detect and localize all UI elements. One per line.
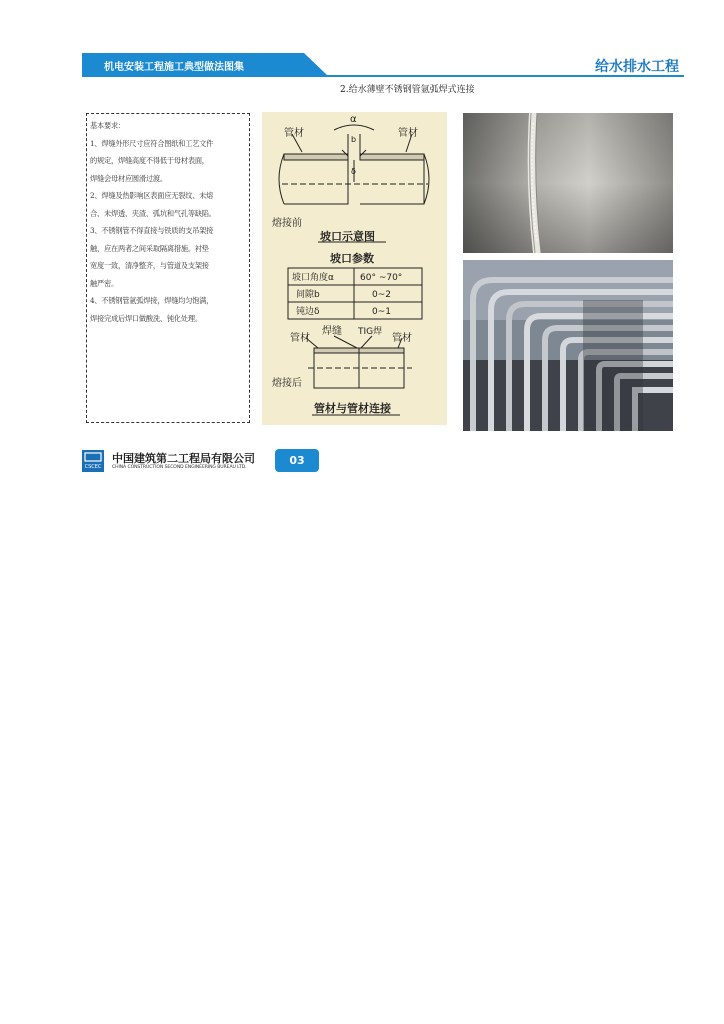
requirements-line: 2、焊缝及热影响区表面应无裂纹、未熔 (90, 191, 214, 200)
requirements-line: 的规定，焊缝高度不得低于母材表面， (90, 156, 209, 165)
company-name-cn: 中国建筑第二工程局有限公司 (112, 452, 255, 465)
requirements-line: 焊缝会母材应圆滑过渡。 (90, 173, 167, 183)
requirements-line: 合、未焊透、夹渣、弧坑和气孔等缺陷。 (90, 208, 216, 218)
label-alpha: α (350, 114, 357, 125)
requirements-line: 触严密。 (90, 278, 118, 288)
label-after: 熔接后 (272, 378, 302, 389)
header-rule (82, 75, 684, 77)
param-name: 钝边δ (296, 307, 320, 317)
label-tig: TIG焊 (358, 327, 383, 337)
requirements-line: 焊接完成后焊口做酸洗、钝化处理。 (90, 313, 202, 323)
label-delta: δ (351, 167, 356, 176)
label-b: b (351, 135, 357, 144)
label-weld: 焊缝 (322, 326, 342, 337)
weld-seam-photo (463, 113, 673, 253)
param-value: 60° ~70° (360, 273, 403, 283)
caption-groove: 坡口示意图 (320, 230, 375, 243)
table-title: 坡口参数 (330, 252, 374, 265)
logo-text: CSCEC (84, 464, 102, 470)
param-value: 0~1 (372, 307, 391, 317)
company-logo-icon (82, 450, 104, 472)
requirements-line: 触，应在两者之间采取隔离措施。衬垫 (90, 243, 209, 253)
param-value: 0~2 (372, 290, 391, 300)
param-name: 间隙b (296, 290, 320, 300)
caption-connection: 管材与管材连接 (314, 402, 391, 415)
welding-diagram (262, 112, 447, 425)
page-subtitle: 2.给水薄壁不锈钢管氩弧焊式连接 (340, 85, 475, 95)
book-title: 机电安装工程施工典型做法图集 (104, 62, 244, 73)
stainless-pipes-photo (463, 260, 673, 431)
label-before: 熔接前 (272, 218, 302, 229)
page-number-badge: 03 (275, 449, 319, 472)
section-title: 给水排水工程 (595, 59, 679, 75)
label-pipe-b: 管材 (392, 333, 412, 344)
company-name-en: CHINA CONSTRUCTION SECOND ENGINEERING BUREAU LTD. (112, 465, 247, 470)
requirements-line: 3、不锈钢管不得直接与铁质的支吊架接 (90, 226, 214, 235)
label-pipe-right: 管材 (398, 128, 418, 139)
param-name: 坡口角度α (292, 273, 334, 283)
requirements-box (86, 113, 250, 423)
requirements-line: 基本要求： (90, 121, 125, 130)
requirements-line: 4、不锈钢管氩弧焊接，焊缝均匀饱满， (90, 296, 214, 305)
label-pipe-a: 管材 (290, 333, 310, 344)
label-pipe-left: 管材 (284, 128, 304, 139)
requirements-line: 宽度一致，清净整齐，与管道及支架接 (90, 261, 209, 270)
requirements-line: 1、焊缝外形尺寸应符合图纸和工艺文件 (90, 138, 214, 148)
